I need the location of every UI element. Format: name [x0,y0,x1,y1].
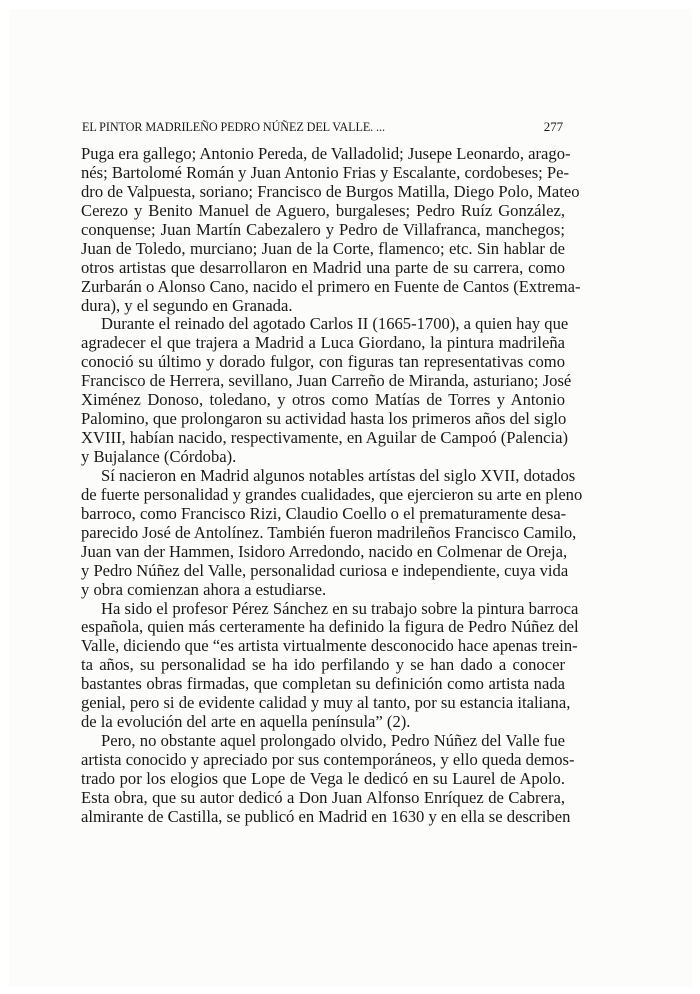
text-line: Zurbarán o Alonso Cano, nacido el primero en Fuente de Cantos (Extrema- [81,276,581,296]
text-line: Pero, no obstante aquel prolongado olvido, Pedro Núñez del Valle fue [101,731,565,751]
page-number: 277 [543,119,563,134]
text-line: Durante el reinado del agotado Carlos II (1665-1700), a quien hay que [101,314,569,334]
text-line: Esta obra, que su autor dedicó a Don Juan Alfonso Enríquez de Cabrera, [81,787,565,807]
text-line: parecido José de Antolínez. También fueron madrileños Francisco Camilo, [81,522,577,542]
text-line: nés; Bartolomé Román y Juan Antonio Frias y Escalante, cordobeses; Pe- [81,162,570,182]
text-line: Cerezo y Benito Manuel de Aguero, burgaleses; Pedro Ruíz González, [81,200,565,220]
text-line: Puga era gallego; Antonio Pereda, de Valladolid; Jusepe Leonardo, arago- [81,144,571,163]
text-line: dura), y el segundo en Granada. [81,295,293,315]
text-line: agradecer el que trajera a Madrid a Luca Giordano, la pintura madrileña [81,333,565,353]
text-line: barroco, como Francisco Rizi, Claudio Coello o el prematuramente desa- [81,503,567,523]
text-line: Francisco de Herrera, sevillano, Juan Carreño de Miranda, asturiano; José [81,371,572,391]
paragraph [81,465,583,600]
text-line: dro de Valpuesta, soriano; Francisco de Burgos Matilla, Diego Polo, Mateo [81,181,580,201]
text-line: de fuerte personalidad y grandes cualidades, que ejercieron su arte en pleno [81,484,583,504]
text-line: conquense; Juan Martín Cabezalero y Pedro de Villafranca, manchegos; [81,219,565,239]
text-line: artista conocido y apreciado por sus contemporáneos, y ello queda demos- [81,750,575,769]
paragraph [81,731,575,827]
text-line: española, quien más certeramente ha definido la figura de Pedro Núñez del [81,617,579,637]
text-line: Valle, diciendo que “es artista virtualmente desconocido hace apenas trein- [81,636,578,656]
text-line: ta años, su personalidad se ha ido perfilando y se han dado a conocer [81,655,565,675]
text-line: trado por los elogios que Lope de Vega le dedicó en su Laurel de Apolo. [81,768,565,788]
text-line: bastantes obras firmadas, que completan su definición como artista nada [81,674,565,694]
running-title: EL PINTOR MADRILEÑO PEDRO NÚÑEZ DEL VALLE. ... [82,120,385,134]
text-line: y obra comienzan ahora a estudiarse. [81,579,327,599]
text-line: Ha sido el profesor Pérez Sánchez en su trabajo sobre la pintura barroca [101,598,579,618]
text-line: Palomino, que prolongaron su actividad hasta los primeros años del siglo [81,409,567,429]
paragraph [81,314,572,467]
text-line: conoció su último y dorado fulgor, con figuras tan representativas como [81,352,565,372]
paragraph [81,598,579,733]
text-line: Ximénez Donoso, toledano, y otros como Matías de Torres y Antonio [81,390,565,410]
paragraph [81,144,581,315]
text-line: y Pedro Núñez del Valle, personalidad curiosa e independiente, cuya vida [81,560,569,580]
text-line: y Bujalance (Córdoba). [81,447,237,466]
text-line: otros artistas que desarrollaron en Madrid una parte de su carrera, como [81,257,565,277]
text-line: de la evolución del arte en aquella península” (2). [81,712,411,732]
text-line: genial, pero si de evidente calidad y muy al tanto, por su estancia italiana, [81,693,571,713]
text-line: Sí nacieron en Madrid algunos notables artístas del siglo XVII, dotados [101,465,576,485]
running-header [82,119,565,135]
body-text [81,144,583,827]
text-line: XVIII, habían nacido, respectivamente, en Aguilar de Campoó (Palencia) [81,428,569,448]
text-line: Juan van der Hammen, Isidoro Arredondo, nacido en Colmenar de Oreja, [81,541,568,561]
text-line: Juan de Toledo, murciano; Juan de la Corte, flamenco; etc. Sin hablar de [81,238,565,258]
text-line: almirante de Castilla, se publicó en Madrid en 1630 y en ella se describen [81,806,571,826]
